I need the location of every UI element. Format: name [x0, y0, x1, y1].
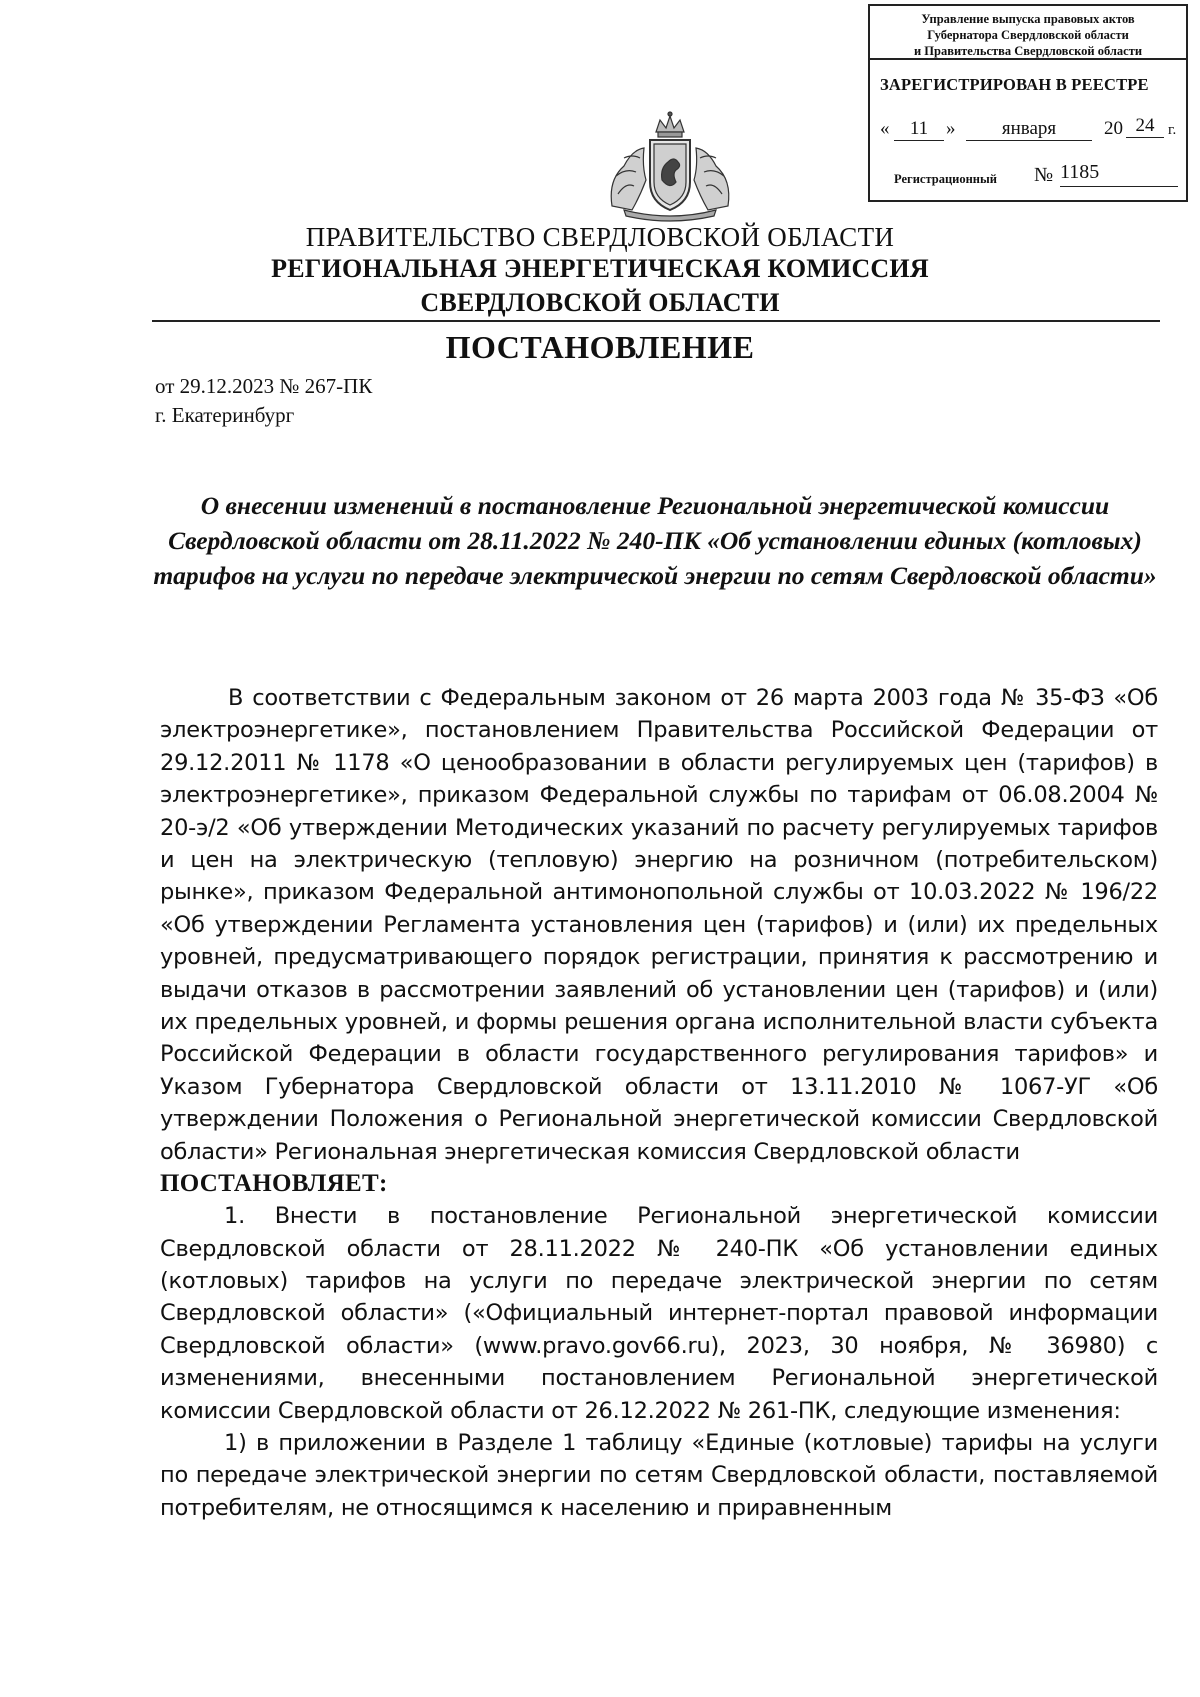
stamp-month: января [966, 118, 1092, 141]
stamp-year-prefix: 20 [1104, 118, 1123, 139]
commission-name-line1: РЕГИОНАЛЬНАЯ ЭНЕРГЕТИЧЕСКАЯ КОМИССИЯ [271, 254, 929, 283]
government-name: ПРАВИТЕЛЬСТВО СВЕРДЛОВСКОЙ ОБЛАСТИ [305, 222, 895, 252]
document-title: О внесении изменений в постановление Региональной энергетической комиссии Свердловской области от 28.11.2022 № 240-ПК «Об установлении единых (котловых) тарифов на услуги по передаче электрической энергии по сетям Свердловской области» [153, 491, 1157, 590]
commission-name-line2: СВЕРДЛОВСКОЙ ОБЛАСТИ [420, 288, 780, 317]
stamp-reg-label: Регистрационный [894, 172, 997, 186]
stamp-org-line: и Правительства Свердловской области [913, 44, 1143, 58]
stamp-year-abbr: г. [1168, 122, 1177, 138]
document-body [160, 682, 1158, 1524]
registration-stamp [868, 4, 1188, 202]
header-divider [152, 320, 1160, 322]
stamp-org-line: Губернатора Свердловской области [927, 28, 1129, 42]
document-type: ПОСТАНОВЛЕНИЕ [445, 329, 755, 365]
preamble-paragraph: В соответствии с Федеральным законом от 26 марта 2003 года № 35-ФЗ «Об электроэнергетике», постановлением Правительства Российской Федерации от 29.12.2011 № 1178 «О ценообразовании в области регулируемых цен (тарифов) в электроэнергетике», приказом Федеральной службы по тарифам от 06.08.2004 № 20-э/2 «Об утверждении Методических указаний по расчету регулируемых тарифов и цен на электрическую (тепловую) энергию на розничном (потребительском) рынке», приказом Федеральной антимонопольной службы от 10.03.2022 № 196/22 «Об утверждении Регламента установления цен (тарифов) и (или) их предельных уровней, предусматривающего порядок регистрации, принятия к рассмотрению и выдачи отказов в рассмотрении заявлений об установлении цен (тарифов) и (или) их предельных уровней, и формы решения органа исполнительной власти субъекта Российской Федерации в области государственного регулирования тарифов» и Указом Губернатора Свердловской области от 13.11.2010 № 1067-УГ «Об утверждении Положения о Региональной энергетической комиссии Свердловской области» Региональная энергетическая комиссия Свердловской области [160, 685, 1158, 1165]
item-1-1-paragraph: 1) в приложении в Разделе 1 таблицу «Единые (котловые) тарифы на услуги по передаче электрической энергии по сетям Свердловской области, поставляемой потребителям, не относящимся к населению и приравненным [160, 1429, 1158, 1521]
document-city: г. Екатеринбург [155, 403, 295, 427]
stamp-number-sign: № [1034, 164, 1054, 186]
stamp-date [880, 115, 1180, 144]
item-1-paragraph: 1. Внести в постановление Региональной энергетической комиссии Свердловской области от 28.11.2022 № 240-ПК «Об установлении единых (котловых) тарифов на услуги по передаче электрической энергии по сетям Свердловской области» («Официальный интернет-портал правовой информации Свердловской области» (www.pravo.gov66.ru), 2023, 30 ноября, № 36980) с изменениями, внесенными постановлением Региональной энергетической комиссии Свердловской области от 26.12.2022 № 261-ПК, следующие изменения: [160, 1203, 1158, 1424]
stamp-day: 11 [894, 118, 944, 141]
stamp-quote-close: » [946, 118, 956, 139]
stamp-registration-number [894, 161, 1184, 190]
stamp-org-line: Управление выпуска правовых актов [921, 12, 1135, 26]
stamp-reg-number: 1185 [1060, 160, 1178, 187]
decrees-heading: ПОСТАНОВЛЯЕТ: [160, 1170, 388, 1198]
stamp-organization [870, 6, 1186, 60]
document-meta [155, 372, 372, 430]
coat-of-arms-emblem [604, 110, 736, 222]
stamp-registered-label: ЗАРЕГИСТРИРОВАН В РЕЕСТРЕ [880, 75, 1149, 94]
stamp-quote-open: « [880, 118, 890, 139]
document-date-number: от 29.12.2023 № 267-ПК [155, 374, 373, 398]
stamp-year-suffix: 24 [1126, 115, 1164, 138]
